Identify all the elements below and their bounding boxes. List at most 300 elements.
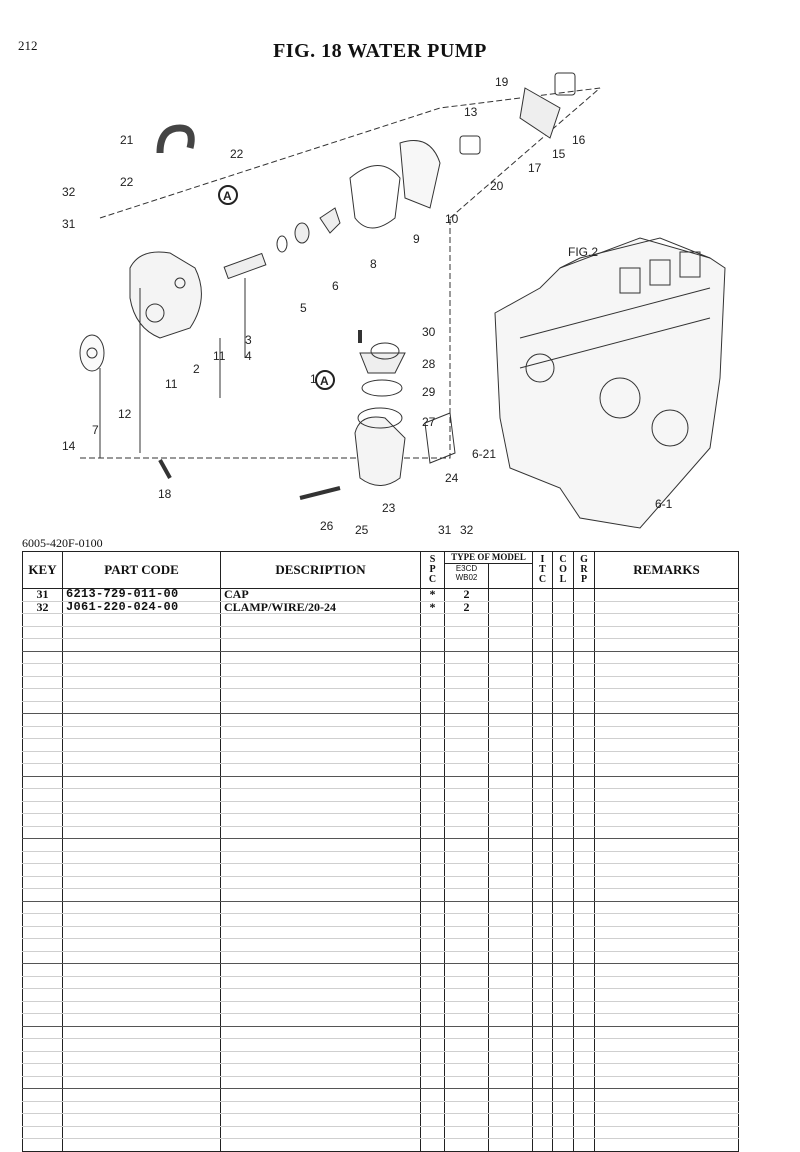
cell-spc bbox=[421, 626, 445, 639]
cell-key bbox=[23, 1139, 63, 1152]
cell-rem bbox=[595, 1139, 739, 1152]
cell-qty-e3cd bbox=[445, 1089, 489, 1101]
cell-qty-e3cd bbox=[445, 989, 489, 1001]
cell-rem bbox=[595, 964, 739, 977]
cell-qty-empty bbox=[489, 927, 532, 939]
cell-qty-e3cd bbox=[445, 802, 489, 814]
cell-spc bbox=[421, 914, 445, 927]
cell-qty bbox=[445, 1064, 533, 1077]
table-row bbox=[23, 814, 739, 827]
cell-qty bbox=[445, 789, 533, 802]
cell-itc bbox=[533, 764, 553, 777]
svg-text:15: 15 bbox=[552, 147, 566, 161]
cell-itc bbox=[533, 789, 553, 802]
cell-rem bbox=[595, 1114, 739, 1127]
cell-qty bbox=[445, 801, 533, 814]
cell-qty-empty bbox=[489, 827, 532, 839]
cell-key bbox=[23, 776, 63, 789]
cell-itc bbox=[533, 751, 553, 764]
cell-qty-empty bbox=[489, 602, 532, 614]
cell-grp bbox=[574, 1139, 595, 1152]
svg-text:2: 2 bbox=[193, 362, 200, 376]
svg-text:13: 13 bbox=[464, 105, 478, 119]
cell-qty-e3cd: 2 bbox=[445, 602, 489, 614]
cell-key bbox=[23, 889, 63, 902]
cell-col bbox=[553, 1001, 574, 1014]
table-row bbox=[23, 714, 739, 727]
table-row bbox=[23, 864, 739, 877]
cell-itc bbox=[533, 1039, 553, 1052]
cell-qty-empty bbox=[489, 877, 532, 889]
cell-qty bbox=[445, 751, 533, 764]
cell-spc bbox=[421, 989, 445, 1002]
table-row bbox=[23, 639, 739, 652]
header-remarks: REMARKS bbox=[595, 552, 739, 589]
cell-qty bbox=[445, 1089, 533, 1102]
cell-col bbox=[553, 651, 574, 664]
cell-qty-e3cd bbox=[445, 677, 489, 689]
cell-qty-e3cd bbox=[445, 777, 489, 789]
cell-qty bbox=[445, 614, 533, 627]
cell-qty-empty bbox=[489, 727, 532, 739]
table-row bbox=[23, 964, 739, 977]
cell-desc: CLAMP/WIRE/20-24 bbox=[221, 601, 421, 614]
table-row bbox=[23, 676, 739, 689]
svg-text:4: 4 bbox=[245, 349, 252, 363]
cell-spc bbox=[421, 801, 445, 814]
cell-code bbox=[63, 876, 221, 889]
cell-spc bbox=[421, 889, 445, 902]
cell-col bbox=[553, 939, 574, 952]
table-row bbox=[23, 789, 739, 802]
cell-itc bbox=[533, 614, 553, 627]
cell-grp bbox=[574, 914, 595, 927]
cell-qty-empty bbox=[489, 802, 532, 814]
cell-itc bbox=[533, 926, 553, 939]
cell-spc bbox=[421, 939, 445, 952]
cell-rem bbox=[595, 1089, 739, 1102]
cell-desc bbox=[221, 789, 421, 802]
cell-key bbox=[23, 939, 63, 952]
cell-spc: * bbox=[421, 589, 445, 602]
cell-spc bbox=[421, 676, 445, 689]
cell-qty-e3cd bbox=[445, 739, 489, 751]
cell-rem bbox=[595, 851, 739, 864]
cell-spc bbox=[421, 789, 445, 802]
table-row bbox=[23, 1064, 739, 1077]
table-row bbox=[23, 651, 739, 664]
cell-key bbox=[23, 714, 63, 727]
cell-qty bbox=[445, 664, 533, 677]
cell-key bbox=[23, 614, 63, 627]
cell-itc bbox=[533, 1064, 553, 1077]
table-row bbox=[23, 989, 739, 1002]
cell-col bbox=[553, 839, 574, 852]
table-row bbox=[23, 1014, 739, 1027]
header-spc: S P C bbox=[421, 552, 445, 589]
cell-qty-e3cd bbox=[445, 889, 489, 901]
cell-qty-empty bbox=[489, 914, 532, 926]
cell-rem bbox=[595, 876, 739, 889]
cell-qty bbox=[445, 914, 533, 927]
cell-col bbox=[553, 789, 574, 802]
cell-spc bbox=[421, 864, 445, 877]
svg-text:25: 25 bbox=[355, 523, 369, 537]
cell-itc bbox=[533, 601, 553, 614]
cell-key bbox=[23, 914, 63, 927]
cell-qty bbox=[445, 1101, 533, 1114]
svg-text:22: 22 bbox=[230, 147, 244, 161]
svg-text:10: 10 bbox=[445, 212, 459, 226]
cell-qty bbox=[445, 1114, 533, 1127]
cell-spc bbox=[421, 851, 445, 864]
cell-qty-empty bbox=[489, 864, 532, 876]
cell-qty bbox=[445, 589, 533, 602]
cell-qty bbox=[445, 889, 533, 902]
svg-text:26: 26 bbox=[320, 519, 334, 533]
cell-desc bbox=[221, 1139, 421, 1152]
cell-itc bbox=[533, 914, 553, 927]
cell-itc bbox=[533, 639, 553, 652]
cell-spc bbox=[421, 739, 445, 752]
svg-text:30: 30 bbox=[422, 325, 436, 339]
cell-col bbox=[553, 776, 574, 789]
cell-desc bbox=[221, 864, 421, 877]
cell-spc bbox=[421, 1101, 445, 1114]
cell-qty-empty bbox=[489, 1039, 532, 1051]
svg-text:12: 12 bbox=[118, 407, 132, 421]
cell-rem bbox=[595, 976, 739, 989]
cell-col bbox=[553, 864, 574, 877]
cell-col bbox=[553, 751, 574, 764]
cell-grp bbox=[574, 1126, 595, 1139]
cell-grp bbox=[574, 701, 595, 714]
cell-qty bbox=[445, 839, 533, 852]
cell-code bbox=[63, 939, 221, 952]
cell-grp bbox=[574, 1014, 595, 1027]
cell-key bbox=[23, 926, 63, 939]
cell-qty-e3cd bbox=[445, 1052, 489, 1064]
cell-rem bbox=[595, 601, 739, 614]
cell-code bbox=[63, 1114, 221, 1127]
cell-col bbox=[553, 801, 574, 814]
cell-grp bbox=[574, 901, 595, 914]
cell-qty bbox=[445, 639, 533, 652]
svg-text:31: 31 bbox=[438, 523, 452, 537]
cell-grp bbox=[574, 739, 595, 752]
cell-qty-e3cd bbox=[445, 627, 489, 639]
cell-qty bbox=[445, 626, 533, 639]
header-type-of-model bbox=[445, 552, 533, 589]
cell-qty-empty bbox=[489, 1064, 532, 1076]
cell-desc bbox=[221, 639, 421, 652]
svg-text:19: 19 bbox=[495, 75, 509, 89]
cell-itc bbox=[533, 901, 553, 914]
cell-qty bbox=[445, 864, 533, 877]
cell-key bbox=[23, 976, 63, 989]
svg-text:23: 23 bbox=[382, 501, 396, 515]
cell-itc bbox=[533, 626, 553, 639]
cell-code bbox=[63, 726, 221, 739]
cell-grp bbox=[574, 889, 595, 902]
cell-grp bbox=[574, 1039, 595, 1052]
cell-code bbox=[63, 639, 221, 652]
cell-rem bbox=[595, 1001, 739, 1014]
cell-rem bbox=[595, 814, 739, 827]
cell-rem bbox=[595, 901, 739, 914]
cell-code bbox=[63, 839, 221, 852]
cell-col bbox=[553, 914, 574, 927]
cell-qty-empty bbox=[489, 889, 532, 901]
cell-code bbox=[63, 951, 221, 964]
cell-rem bbox=[595, 689, 739, 702]
table-row bbox=[23, 926, 739, 939]
cell-rem bbox=[595, 764, 739, 777]
cell-qty bbox=[445, 764, 533, 777]
table-row bbox=[23, 1026, 739, 1039]
cell-desc bbox=[221, 664, 421, 677]
cell-rem bbox=[595, 614, 739, 627]
cell-desc bbox=[221, 839, 421, 852]
cell-spc bbox=[421, 664, 445, 677]
cell-desc bbox=[221, 939, 421, 952]
cell-col bbox=[553, 814, 574, 827]
svg-text:A: A bbox=[320, 374, 329, 388]
cell-qty bbox=[445, 1076, 533, 1089]
cell-code bbox=[63, 776, 221, 789]
cell-col bbox=[553, 964, 574, 977]
cell-key bbox=[23, 876, 63, 889]
cell-key bbox=[23, 676, 63, 689]
cell-spc bbox=[421, 1026, 445, 1039]
cell-code: 6213-729-011-00 bbox=[63, 589, 221, 602]
cell-qty bbox=[445, 726, 533, 739]
cell-rem bbox=[595, 826, 739, 839]
cell-key bbox=[23, 701, 63, 714]
cell-qty-e3cd bbox=[445, 1114, 489, 1126]
cell-itc bbox=[533, 1076, 553, 1089]
cell-grp bbox=[574, 639, 595, 652]
cell-itc bbox=[533, 1101, 553, 1114]
svg-text:7: 7 bbox=[92, 423, 99, 437]
svg-text:6: 6 bbox=[332, 279, 339, 293]
cell-qty bbox=[445, 939, 533, 952]
svg-text:14: 14 bbox=[62, 439, 76, 453]
cell-desc bbox=[221, 1026, 421, 1039]
cell-rem bbox=[595, 751, 739, 764]
cell-desc bbox=[221, 1051, 421, 1064]
cell-qty bbox=[445, 676, 533, 689]
cell-qty bbox=[445, 714, 533, 727]
cell-qty-e3cd bbox=[445, 864, 489, 876]
cell-code bbox=[63, 1139, 221, 1152]
cell-desc bbox=[221, 714, 421, 727]
cell-grp bbox=[574, 601, 595, 614]
cell-itc bbox=[533, 676, 553, 689]
cell-itc bbox=[533, 664, 553, 677]
cell-qty-e3cd bbox=[445, 639, 489, 651]
cell-qty-empty bbox=[489, 752, 532, 764]
cell-key bbox=[23, 1126, 63, 1139]
svg-text:FIG.2: FIG.2 bbox=[568, 245, 599, 259]
cell-qty-empty bbox=[489, 1139, 532, 1151]
cell-qty-e3cd bbox=[445, 1127, 489, 1139]
cell-desc bbox=[221, 914, 421, 927]
cell-qty bbox=[445, 1001, 533, 1014]
cell-qty bbox=[445, 951, 533, 964]
cell-grp bbox=[574, 814, 595, 827]
cell-itc bbox=[533, 689, 553, 702]
cell-col bbox=[553, 1064, 574, 1077]
cell-qty-e3cd bbox=[445, 964, 489, 976]
cell-spc bbox=[421, 901, 445, 914]
cell-qty-empty bbox=[489, 952, 532, 964]
table-row bbox=[23, 751, 739, 764]
cell-grp bbox=[574, 714, 595, 727]
cell-spc bbox=[421, 639, 445, 652]
cell-grp bbox=[574, 964, 595, 977]
cell-qty bbox=[445, 601, 533, 614]
cell-spc bbox=[421, 751, 445, 764]
cell-col bbox=[553, 589, 574, 602]
cell-rem bbox=[595, 1039, 739, 1052]
table-row bbox=[23, 589, 739, 602]
cell-qty-e3cd bbox=[445, 664, 489, 676]
table-row bbox=[23, 776, 739, 789]
cell-qty-e3cd bbox=[445, 764, 489, 776]
cell-col bbox=[553, 926, 574, 939]
cell-spc bbox=[421, 1051, 445, 1064]
cell-grp bbox=[574, 976, 595, 989]
svg-text:32: 32 bbox=[62, 185, 76, 199]
cell-spc bbox=[421, 651, 445, 664]
cell-rem bbox=[595, 639, 739, 652]
cell-grp bbox=[574, 751, 595, 764]
cell-desc bbox=[221, 676, 421, 689]
cell-key bbox=[23, 651, 63, 664]
cell-desc bbox=[221, 876, 421, 889]
cell-desc bbox=[221, 1001, 421, 1014]
cell-qty-empty bbox=[489, 702, 532, 714]
cell-qty bbox=[445, 1039, 533, 1052]
cell-qty-e3cd bbox=[445, 702, 489, 714]
cell-grp bbox=[574, 826, 595, 839]
cell-rem bbox=[595, 889, 739, 902]
cell-col bbox=[553, 626, 574, 639]
cell-qty-empty bbox=[489, 1052, 532, 1064]
svg-text:21: 21 bbox=[120, 133, 134, 147]
cell-desc bbox=[221, 1039, 421, 1052]
cell-grp bbox=[574, 589, 595, 602]
header-description: DESCRIPTION bbox=[221, 552, 421, 589]
cell-rem bbox=[595, 789, 739, 802]
cell-col bbox=[553, 676, 574, 689]
header-key: KEY bbox=[23, 552, 63, 589]
figure-title: FIG. 18 WATER PUMP bbox=[273, 40, 487, 62]
cell-code bbox=[63, 676, 221, 689]
cell-qty-e3cd bbox=[445, 877, 489, 889]
cell-desc bbox=[221, 1014, 421, 1027]
cell-code bbox=[63, 964, 221, 977]
cell-qty-empty bbox=[489, 1002, 532, 1014]
cell-col bbox=[553, 639, 574, 652]
cell-code bbox=[63, 1051, 221, 1064]
cell-qty-e3cd bbox=[445, 714, 489, 726]
cell-grp bbox=[574, 1001, 595, 1014]
exploded-parts-diagram bbox=[20, 68, 780, 538]
cell-code bbox=[63, 1126, 221, 1139]
cell-key bbox=[23, 764, 63, 777]
cell-desc bbox=[221, 801, 421, 814]
cell-desc bbox=[221, 1101, 421, 1114]
cell-spc bbox=[421, 726, 445, 739]
cell-rem bbox=[595, 1076, 739, 1089]
cell-col bbox=[553, 1026, 574, 1039]
table-row bbox=[23, 701, 739, 714]
model-column-empty bbox=[489, 564, 532, 588]
cell-itc bbox=[533, 1114, 553, 1127]
cell-rem bbox=[595, 864, 739, 877]
cell-col bbox=[553, 726, 574, 739]
cell-qty-e3cd bbox=[445, 614, 489, 626]
cell-spc bbox=[421, 1076, 445, 1089]
cell-desc bbox=[221, 951, 421, 964]
cell-rem bbox=[595, 714, 739, 727]
cell-key bbox=[23, 726, 63, 739]
cell-key bbox=[23, 951, 63, 964]
cell-col bbox=[553, 1139, 574, 1152]
table-row bbox=[23, 1039, 739, 1052]
cell-key bbox=[23, 789, 63, 802]
cell-qty-e3cd bbox=[445, 652, 489, 664]
cell-qty-empty bbox=[489, 677, 532, 689]
cell-grp bbox=[574, 689, 595, 702]
cell-desc bbox=[221, 726, 421, 739]
cell-grp bbox=[574, 951, 595, 964]
cell-grp bbox=[574, 726, 595, 739]
cell-col bbox=[553, 1101, 574, 1114]
cell-qty-e3cd bbox=[445, 914, 489, 926]
cell-col bbox=[553, 689, 574, 702]
cell-col bbox=[553, 826, 574, 839]
table-row bbox=[23, 614, 739, 627]
table-row bbox=[23, 1139, 739, 1152]
cell-qty-e3cd bbox=[445, 1064, 489, 1076]
svg-text:A: A bbox=[223, 189, 232, 203]
cell-spc bbox=[421, 876, 445, 889]
cell-key bbox=[23, 626, 63, 639]
cell-qty-e3cd bbox=[445, 927, 489, 939]
cell-code bbox=[63, 864, 221, 877]
table-row bbox=[23, 726, 739, 739]
cell-qty-empty bbox=[489, 714, 532, 726]
cell-qty-empty bbox=[489, 1077, 532, 1089]
cell-desc bbox=[221, 826, 421, 839]
cell-key bbox=[23, 864, 63, 877]
cell-key bbox=[23, 751, 63, 764]
table-row bbox=[23, 1001, 739, 1014]
cell-code bbox=[63, 801, 221, 814]
cell-itc bbox=[533, 589, 553, 602]
cell-spc bbox=[421, 976, 445, 989]
cell-key bbox=[23, 1101, 63, 1114]
cell-key bbox=[23, 1014, 63, 1027]
cell-rem bbox=[595, 939, 739, 952]
cell-code bbox=[63, 976, 221, 989]
cell-grp bbox=[574, 1114, 595, 1127]
cell-desc bbox=[221, 764, 421, 777]
cell-code bbox=[63, 1076, 221, 1089]
